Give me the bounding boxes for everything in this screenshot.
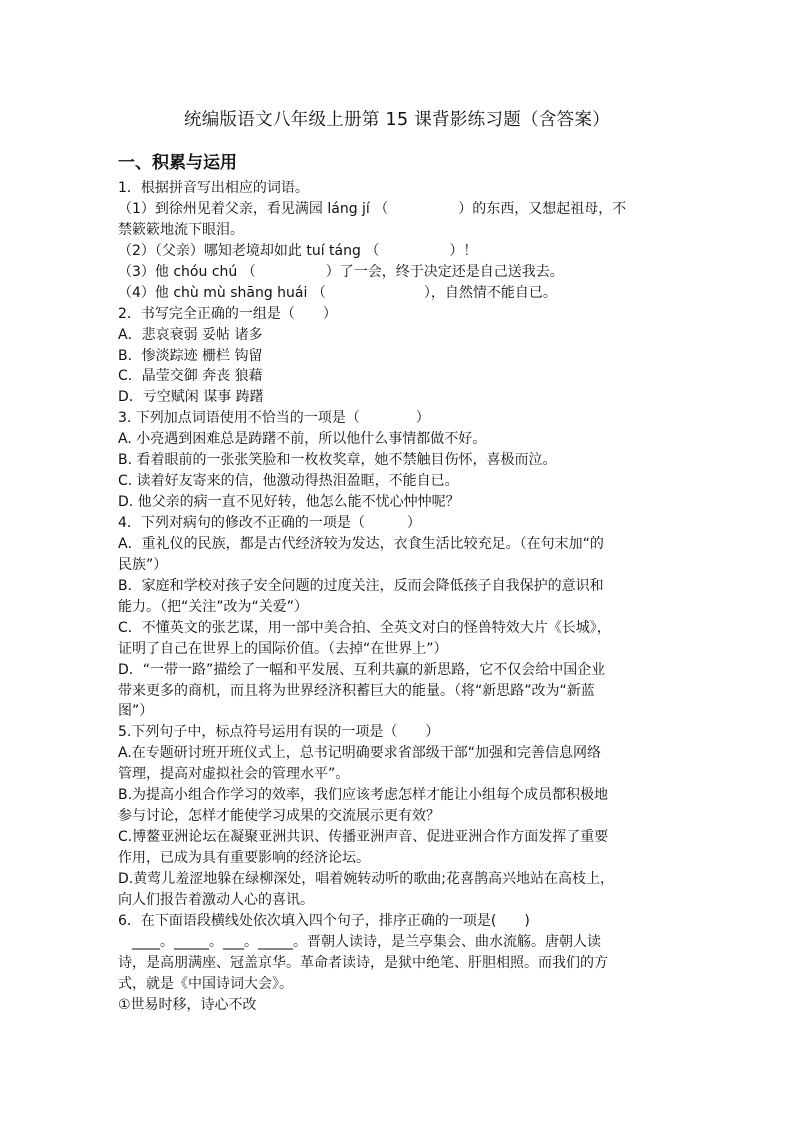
text-line: C．晶莹交御 奔丧 狼藉	[118, 368, 263, 385]
text-line: （4）他 chù mù shāng huái （ ），自然情不能自已。	[118, 284, 557, 301]
text-line: C.博鳌亚洲论坛在凝聚亚洲共识、传播亚洲声音、促进亚洲合作方面发挥了重要	[118, 829, 609, 846]
text-line: （3）他 chóu chú （ ）了一会，终于决定还是自己送我去。	[118, 263, 564, 280]
text-line: 作用，已成为具有重要影响的经济论坛。	[118, 850, 370, 866]
text-line: 禁簌簌地流下眼泪。	[118, 221, 244, 238]
text-line: 能力。（把“关注”改为“关爱”）	[118, 598, 309, 615]
text-line: ①世易时移，诗心不改	[118, 996, 257, 1013]
text-line: （1）到徐州见着父亲，看见满园 láng jí （ ）的东西，又想起祖母，不	[118, 200, 627, 217]
document-title: 统编版语文八年级上册第 15 课背影练习题（含答案）	[183, 110, 611, 130]
text-line: 6．在下面语段横线处依次填入四个句子，排序正确的一项是( )	[118, 912, 530, 929]
text-line: 2．书写完全正确的一组是（ ）	[118, 305, 337, 322]
text-line: 图”）	[118, 703, 154, 720]
text-line: 向人们报告着激动人心的喜讯。	[118, 891, 314, 908]
text-line: A．重礼仪的民族，都是古代经济较为发达，衣食生活比较充足。（在句末加“的	[118, 535, 604, 552]
text-line: 管理，提高对虚拟社会的管理水平”。	[118, 766, 350, 783]
text-line: 3. 下列加点词语使用不恰当的一项是（ ）	[118, 410, 430, 427]
text-line: ____。_____。___。_____。晋朝人读诗，是兰亭集会、曲水流觞。唐朝人读	[118, 933, 601, 950]
text-line: 式，就是《中国诗词大会》。	[118, 975, 293, 992]
text-line: D.黄莺儿羞涩地躲在绿柳深处，唱着婉转动听的歌曲;花喜鹊高兴地站在高枝上，	[118, 870, 614, 887]
text-line: C．不懂英文的张艺谋，用一部中美合拍、全英文对白的怪兽特效大片《长城》，	[118, 619, 611, 636]
text-line: 5.下列句子中，标点符号运用有误的一项是（ ）	[118, 724, 440, 741]
text-line: A. 小亮遇到困难总是踌躇不前，所以他什么事情都做不好。	[118, 431, 487, 448]
text-line: 民族”）	[118, 556, 168, 573]
text-line: （2）（父亲）哪知老境却如此 tuí táng （ ）！	[118, 242, 478, 259]
text-line: B．惨淡踪迹 栅栏 钩留	[118, 347, 263, 364]
text-line: B．家庭和学校对孩子安全问题的过度关注，反而会降低孩子自我保护的意识和	[118, 577, 604, 594]
text-line: 带来更多的商机，而且将为世界经济积蓄巨大的能量。（将“新思路”改为“新蓝	[118, 682, 595, 699]
document-body	[118, 178, 682, 1016]
text-line: B.为提高小组合作学习的效率，我们应该考虑怎样才能让小组每个成员都积极地	[118, 787, 609, 804]
text-line: 1．根据拼音写出相应的词语。	[118, 180, 309, 196]
text-line: D．亏空赋闲 谋事 踌躇	[118, 389, 264, 406]
text-line: B. 看着眼前的一张张笑脸和一枚枚奖章，她不禁触目伤怀，喜极而泣。	[118, 452, 557, 469]
text-line: 参与讨论，怎样才能使学习成果的交流展示更有效？	[118, 808, 440, 825]
section-heading: 一、积累与运用	[118, 153, 237, 173]
text-line: D．“一带一路”描绘了一幅和平发展、互利共赢的新思路，它不仅会给中国企业	[118, 661, 606, 678]
text-line: 证明了自己在世界上的国际价值。（去掉“在世界上”）	[118, 640, 448, 657]
text-line: D. 他父亲的病一直不见好转，他怎么能不忧心忡忡呢？	[118, 494, 460, 511]
text-line: 4．下列对病句的修改不正确的一项是（ ）	[118, 515, 421, 531]
text-line: C. 读着好友寄来的信，他激动得热泪盈眶，不能自已。	[118, 473, 459, 490]
text-line: 诗，是高朋满座、冠盖京华。革命者读诗，是狱中绝笔、肝胆相照。而我们的方	[118, 954, 608, 971]
text-line: A．悲哀衰弱 妥帖 诸多	[118, 326, 263, 343]
text-line: A.在专题研讨班开班仪式上，总书记明确要求省部级干部“加强和完善信息网络	[118, 745, 602, 762]
